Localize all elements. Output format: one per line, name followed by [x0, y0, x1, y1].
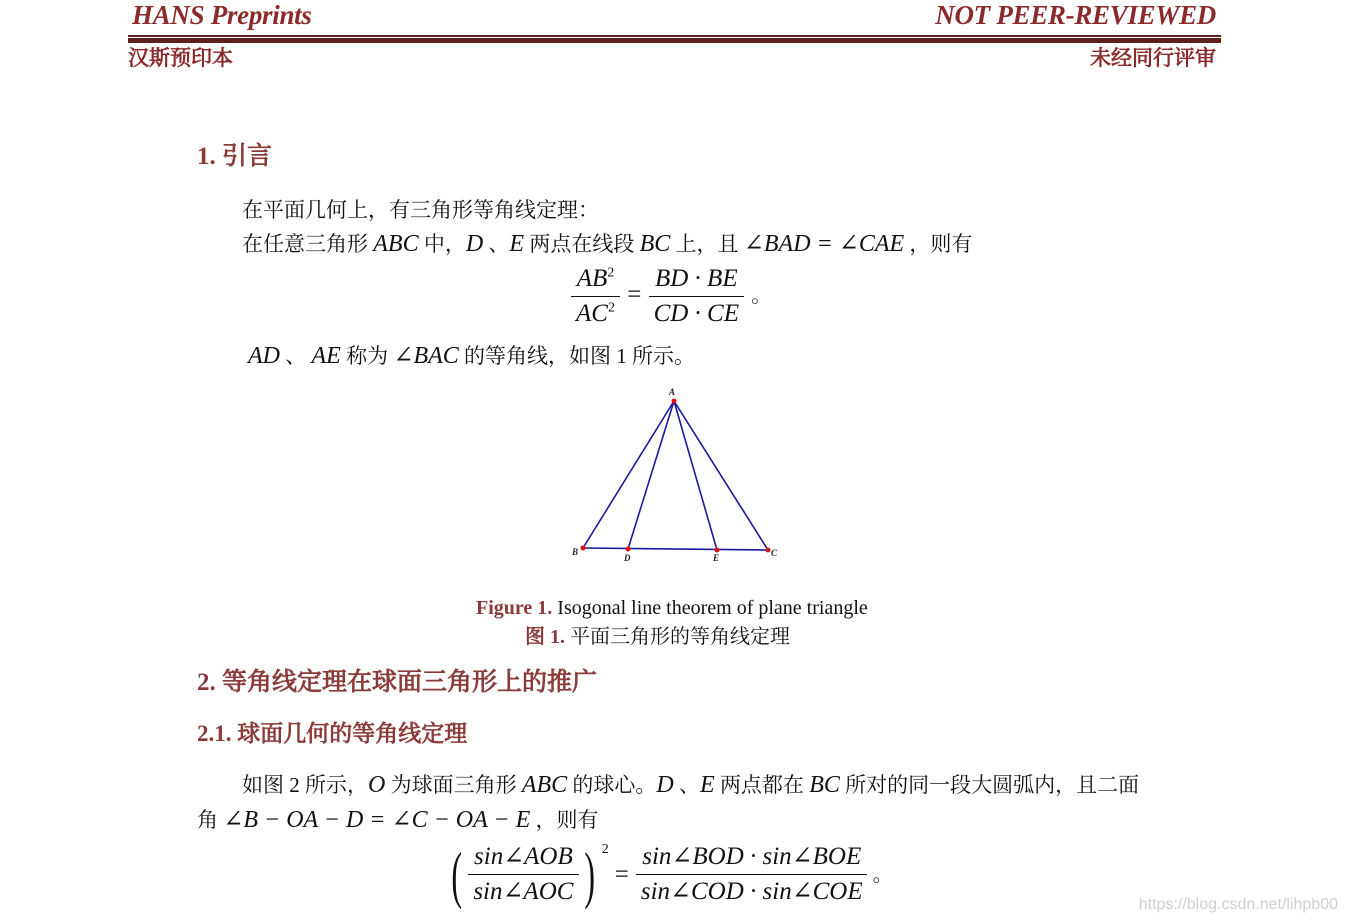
numerator: BD · BE [649, 264, 744, 297]
caption-text: Isogonal line theorem of plane triangle [557, 597, 868, 619]
side-ab [583, 401, 674, 548]
fraction-right [648, 264, 745, 329]
text-segment: 在平面几何上，有三角形等角线定理： [242, 198, 599, 222]
exponent: 2 [607, 300, 615, 316]
equals-sign: = [614, 860, 629, 888]
text-segment: 、 [280, 344, 312, 368]
text-segment: 两点都在 [714, 773, 810, 797]
intro-line-1 [242, 196, 599, 224]
math-text: ABC [521, 772, 568, 798]
side-ac [674, 401, 768, 550]
text-segment: ，则有 [904, 232, 973, 256]
text-segment: ，则有 [530, 808, 599, 832]
figure-1-triangle [560, 380, 790, 570]
math-text: ∠BAC [393, 343, 459, 369]
equation-1 [570, 264, 771, 329]
text-segment: 为球面三角形 [385, 773, 522, 797]
fraction-right [635, 842, 869, 907]
text-segment: 所对的同一段大圆弧内，且二面 [839, 773, 1140, 797]
denominator: CD · CE [653, 300, 739, 327]
equals-sign: = [627, 281, 642, 309]
section-1-heading: 1. 引言 [197, 143, 273, 170]
numerator: sin∠BOD · sin∠BOE [636, 842, 867, 875]
label-a: A [669, 387, 676, 397]
math-text: ∠BAD = ∠CAE [743, 231, 905, 257]
left-paren: ( [451, 838, 462, 910]
numerator: sin∠AOB [468, 842, 579, 875]
label-c: C [771, 548, 778, 558]
peer-review-status: NOT PEER-REVIEWED [935, 0, 1216, 30]
text-segment: 在任意三角形 [242, 232, 374, 256]
section-2-line-2 [197, 806, 598, 834]
fraction-left [570, 264, 621, 329]
line-ad [628, 401, 674, 549]
denominator: AC [576, 300, 608, 327]
point-d [626, 547, 631, 552]
math-text: E [509, 231, 525, 257]
point-c [766, 548, 771, 553]
text-segment: 中， [418, 232, 466, 256]
intro-line-3 [248, 342, 695, 370]
text-segment: 如图 2 所示， [242, 773, 368, 797]
figure-caption-en [476, 596, 868, 620]
section-2-heading: 2. 等角线定理在球面三角形上的推广 [197, 669, 598, 696]
header-rule-thick [128, 38, 1221, 43]
point-e [715, 548, 720, 553]
math-text: AE [311, 343, 341, 369]
math-text: D [656, 772, 674, 798]
denominator: sin∠AOC [473, 878, 574, 905]
period: 。 [751, 285, 772, 308]
label-d: D [624, 553, 631, 563]
math-text: E [700, 772, 715, 798]
text-segment: 两点在线段 [524, 232, 640, 256]
section-2-line-1 [242, 771, 1139, 799]
caption-label: Figure 1. [476, 597, 553, 619]
watermark: https://blog.csdn.net/lihpb00 [1138, 896, 1338, 913]
intro-line-2 [242, 230, 972, 258]
section-2-1-heading: 2.1. 球面几何的等角线定理 [197, 721, 468, 746]
right-paren: ) [584, 838, 596, 910]
math-text: BC [809, 772, 840, 798]
math-text: D [465, 231, 484, 257]
label-b: B [572, 547, 579, 557]
point-b [581, 546, 586, 551]
side-bc [583, 548, 768, 550]
figure-caption-zh [525, 625, 790, 649]
fraction-left [467, 842, 579, 907]
math-text: ∠B − OA − D = ∠C − OA − E [223, 807, 531, 833]
peer-review-status-zh: 未经同行评审 [1090, 46, 1216, 70]
caption-text: 平面三角形的等角线定理 [570, 626, 790, 648]
text-segment: 、 [483, 232, 510, 256]
math-text: ABC [373, 231, 419, 257]
exponent: 2 [607, 265, 615, 281]
text-segment: 、 [673, 773, 701, 797]
text-segment: 的球心。 [567, 773, 657, 797]
header-rule-thin [128, 35, 1221, 37]
exponent: 2 [601, 842, 609, 857]
period: 。 [872, 863, 893, 886]
text-segment: 角 [197, 808, 224, 832]
text-segment: 称为 [340, 344, 394, 368]
denominator: sin∠COD · sin∠COE [640, 878, 863, 905]
math-text: AD [248, 343, 280, 369]
journal-title: HANS Preprints [132, 0, 312, 30]
journal-title-zh: 汉斯预印本 [128, 46, 233, 70]
label-e: E [713, 553, 720, 563]
equation-2 [446, 838, 893, 910]
text-segment: 的等角线，如图 1 所示。 [458, 344, 696, 368]
text-segment: 上，且 [670, 232, 744, 256]
math-text: O [368, 772, 386, 798]
point-a [672, 399, 677, 404]
caption-label: 图 1. [525, 626, 565, 648]
line-ae [674, 401, 717, 550]
math-text: BC [639, 231, 671, 257]
numerator: AB [576, 265, 608, 292]
